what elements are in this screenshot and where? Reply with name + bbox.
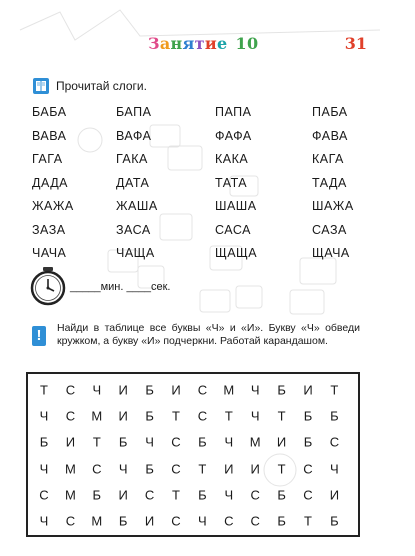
syllable: ФАВА [312,128,348,143]
grid-letter: Т [224,408,233,424]
grid-letter: Б [145,382,154,398]
grid-letter: И [144,513,155,529]
syllable: КАКА [215,152,249,166]
exclamation-icon: ! [32,326,46,346]
grid-letter: И [65,434,76,450]
task1-instruction: Прочитай слоги. [56,79,147,93]
grid-letter: М [64,461,76,477]
grid-letter: С [250,513,260,529]
syllable: ДАДА [32,175,69,190]
grid-letter: С [65,408,76,424]
grid-letter: Б [118,513,128,529]
grid-letter: С [224,513,234,529]
grid-letter: С [303,487,313,503]
grid-letter: И [118,408,128,424]
grid-letter: Т [198,461,207,477]
grid-letter: М [91,513,103,529]
grid-letter: С [303,461,313,477]
grid-letter: Б [118,434,128,450]
grid-letter: Б [277,487,286,503]
syllable: ДАТА [116,175,150,190]
lesson-word: Занятие [148,34,228,53]
grid-letter: Б [277,513,286,529]
grid-letter: Т [304,513,312,529]
syllable: ВАВА [32,128,67,143]
syllable: ПАПА [215,105,252,119]
syllable: ФАФА [215,128,252,143]
grid-letter: Ч [39,408,49,424]
grid-letter: Ч [250,408,260,424]
grid-letter: Б [303,408,313,424]
page-number: 31 [344,34,367,53]
grid-letter: Т [277,408,286,424]
grid-letter: И [171,382,181,398]
grid-letter: С [197,382,208,398]
grid-letter: С [250,487,260,503]
letter-grid [26,372,360,537]
syllable: ЧАЧА [32,246,67,260]
grid-letter: С [329,434,340,450]
grid-letter: Б [198,434,207,450]
grid-letter: И [118,382,128,398]
grid-letter: М [64,487,76,503]
grid-letter: С [65,513,76,529]
grid-letter: Б [198,487,207,503]
grid-letter: Ч [118,461,128,477]
grid-letter: Б [330,513,339,529]
grid-letter: И [250,461,260,477]
grid-letter: Б [39,434,49,450]
grid-letter: Ч [198,513,207,529]
grid-letter: С [171,461,181,477]
grid-letter: Ч [145,434,154,450]
grid-letter: Ч [224,487,234,503]
grid-letter: Б [277,382,286,398]
grid-letter: И [224,461,234,477]
grid-letter: Ч [39,513,49,529]
syllable: ЖАША [116,199,158,213]
grid-letter: Б [303,434,313,450]
grid-letter: М [223,382,235,398]
grid-letter: С [144,487,155,503]
grid-letter: С [39,487,49,503]
grid-letter: С [65,382,76,398]
syllable: САСА [215,222,251,237]
grid-letter: Т [172,487,180,503]
page-header [0,34,415,58]
syllable: ШАША [215,199,257,213]
syllable: ЧАЩА [116,246,155,260]
grid-letter: Т [40,382,48,398]
grid-letter: Б [92,487,102,503]
syllable: САЗА [312,222,347,237]
grid-letter: М [249,434,261,450]
lesson-title [148,34,258,53]
grid-letter: Б [145,461,154,477]
syllable: БАБА [32,105,67,119]
syllable: БАПА [116,105,152,119]
syllable: ВАФА [116,128,152,143]
grid-letter: Ч [330,461,339,477]
syllable: ГАГА [32,152,63,166]
syllable: ПАБА [312,105,348,119]
grid-letter: М [91,408,103,424]
syllable: ТАДА [312,175,347,190]
syllable: ШАЖА [312,199,354,213]
grid-letter: С [197,408,208,424]
grid-letter: Б [330,408,339,424]
grid-letter: С [171,434,181,450]
grid-letter: Б [145,408,154,424]
grid-letter: И [276,434,287,450]
clock-icon [30,266,66,306]
lesson-number: 10 [235,34,259,53]
grid-letter: Ч [250,382,260,398]
syllable: ЩАЧА [312,246,350,260]
grid-letter: Т [92,434,101,450]
grid-letter: И [329,487,340,503]
timer-field: _____мин. ____сек. [70,281,171,293]
syllable: ТАТА [215,175,248,190]
grid-letter: Ч [224,434,234,450]
grid-letter: Т [330,382,339,398]
grid-letter: Т [172,408,180,424]
syllable: ЩАЩА [215,246,258,260]
syllable: КАГА [312,152,344,166]
grid-letter: Ч [39,461,49,477]
syllable: ЖАЖА [32,199,74,213]
grid-letter: И [303,382,313,398]
task2-instruction: Найди в таблице все буквы «Ч» и «И». Букву «Ч» обведи кружком, а букву «И» подчеркни. Работай карандашом. [57,322,360,347]
book-icon [32,77,50,95]
syllable: ЗАСА [116,222,151,237]
grid-letter: Т [277,461,286,477]
syllable: ЗАЗА [32,222,66,237]
grid-letter: С [171,513,181,529]
syllable: ГАКА [116,152,148,166]
grid-letter: С [92,461,102,477]
task1-instruction-row [32,77,147,95]
grid-letter: И [118,487,128,503]
grid-letter: Ч [92,382,102,398]
